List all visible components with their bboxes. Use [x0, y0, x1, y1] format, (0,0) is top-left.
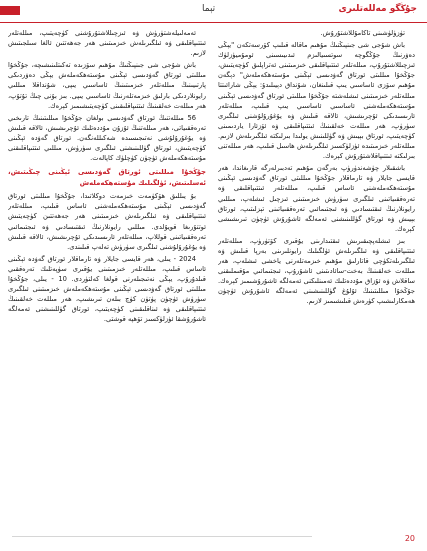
paragraph: تۈزۈلۈشىنى تاكامۇللاشتۇرۇش.: [320, 29, 405, 37]
page-header: [0, 0, 427, 23]
left-column: [8, 28, 206, 524]
paragraph: باشقىلار چۈشەندۈرۈپ بەرگەن مۇھىم تەدبىرلەرگە قارىغاندا، ھەر قايسى جايلار ۋە تارماقلار جۇڭخۇا مىللىتى ئورتاق گەۋدىسى ئېڭىنى مۇستەھكەملەشنى ئاساس قىلىپ، مىللەتلەر ئىتتىپاقلىقى ۋە تەرەققىياتىنى ئىلگىرى سۈرۈش خىزمىتىنى ئىزچىل ئىشلەپ، مىللىي رايونلارنىڭ ئىقتىسادىي ۋە ئىجتىمائىي تەرەققىياتىنى تېزلىتىپ، ئورتاق بېيىش ۋە ئورتاق گۈللىنىشنى ئەمەلگە ئاشۇرۇش ئۈچۈن تىرىشىشى كېرەك.: [218, 164, 415, 233]
magazine-title: جۇڭگو مەللەتلىرى: [338, 4, 417, 14]
paragraph: باش شۇجى شى جىنپىڭنىڭ مۇھىم ماقالە قىلىپ كۆرسەتكەن "يېڭى دەۋرنىڭ جۇڭگوچە سوتسىيالىزم ئىدىيىسىنى ئومۇميۈزلۈك ئىزچىللاشتۇرۇپ، مىللەتلەر ئىتتىپاقلىقى خىزمىتىنى ئەتراپلىق كۈچەيتىش، جۇڭخۇا مىللىتى ئورتاق گەۋدىسى ئېڭىنى مۇستەھكەملەش" دېگەن مۇھىم سۆزى ئاساسىي يىپ قىلىنغان، شۇنداق دېيىلىدۇ: يېڭى شارائىتتا مىللەتلەر خىزمىتىنى ئىشلەشتە جۇڭخۇا مىللىتى ئورتاق گەۋدىسى ئېڭىنى مۇستەھكەملەشنى ئاساسىي ئاساسىي يىپ قىلىپ، مىللەتلەر ئارىسىدىكى ئۇچرىشىش، ئالاقە قىلىش ۋە يۇغۇرۇلۇشنى ئىلگىرى سۈرۈپ، ھەر مىللەت خەلقىنىڭ ئىتتىپاقلىقى ۋە ئۆزئارا ياردىمىنى كۈچەيتىپ، ئورتاق بېيىش ۋە گۈللىنىش يولىدا بىرلىكتە ئىلگىرىلەش لازىم. مىللەتلەر خىزمىتىدە ئۈزلۈكسىز ئىلگىرىلەش ھاسىل قىلىپ، ھەر مىللەتنى بىرلىكتە ئىتتىپاقلاشتۇرۇش كېرەك.: [218, 41, 415, 161]
header-accent-bar: [0, 6, 20, 15]
section-tag: تېما: [202, 4, 216, 14]
paragraph: 56 مىللەتنىڭ ئورتاق گەۋدىسى بولغان جۇڭخۇا مىللىتىنىڭ تارىخىي تەرەققىياتى، ھەر مىللەتنىڭ ئۇزۇن مۇددەتلىك ئۇچرىشىش، ئالاقە قىلىش ۋە يۇغۇرۇلۇشى نەتىجىسىدە شەكىللەنگەن. ئورتاق گەۋدە ئېڭىنى كۈچەيتىش، ئورتاق گۈللىنىشنى ئىلگىرى سۈرۈش، مىللىي ئىتتىپاقلىقنى مۇستەھكەملەش ئۈچۈن كۈچلۈك كاپالەت.: [8, 113, 206, 163]
paragraph: 2024 - يىلى، ھەر قايسى جايلار ۋە تارماقلار ئورتاق گەۋدە ئېڭىنى ئاساس قىلىپ، مىللەتلەر خىزمىتىنى يۇقىرى سۈپەتلىك تەرەققىي قىلدۇرۇپ، يېڭى نەتىجىلەرنى قولغا كەلتۈردى. 10 - يىلى، جۇڭخۇا مىللىتى ئورتاق گەۋدىسى ئېڭىنى مۇستەھكەملەش خىزمىتىنى ئىلگىرى سۈرۈش ئۈچۈن پۈتۈن كۈچ بىلەن تىرىشىپ، ھەر مىللەت خەلقىنىڭ ئىتتىپاقلىقى ۋە ئىناقلىقىنى كۈچەيتىپ، ئورتاق گۈللىنىشنى ئەمەلگە ئاشۇرۇشقا ئۈزلۈكسىز تۆھپە قوشتى.: [8, 254, 206, 324]
page-number: 20: [404, 534, 415, 543]
right-column: [218, 28, 415, 513]
paragraph: بىز ئىشلەپچىقىرىش ئىقتىدارىنى يۇقىرى كۆتۈرۈپ، مىللەتلەر ئىتتىپاقلىقى ۋە ئىلگىرىلەش ئۈلگىلىك رايونلىرىنى بەرپا قىلىش ۋە ئىلگىرىلەتكۈچى قاتارلىق مۇھىم خىزمەتلەرنى ياخشى ئىشلەپ، ھەر مىللەت خەلقىنىڭ بەخت-سائادىتىنى ئاشۇرۇپ، ئىجتىمائىي مۇقىملىقنى ساقلاش ۋە ئۇزاق مۇددەتلىك ئەمىنلىكنى ئەمەلگە ئاشۇرۇشىمىز كېرەك. جۇڭخۇا مىللىتىنىڭ ئۇلۇغ گۈللىنىشىنى ئەمەلگە ئاشۇرۇش ئۈچۈن ھەمكارلىشىپ كۈرەش قىلىشىمىز لازىم.: [218, 236, 415, 306]
footer-divider: [12, 536, 312, 537]
paragraph: باش شۇجى شى جىنپىڭنىڭ مۇھىم سۆزىدە تەكىتلىنىشىچە، جۇڭخۇا مىللىتى ئورتاق گەۋدىسى ئېڭىنى مۇستەھكەملەش يېڭى دەۋردىكى پارتىيىنىڭ مىللەتلەر خىزمىتىنىڭ ئاساسىي يىپى، شۇنداقلا مىللىي رايونلاردىكى بارلىق خىزمەتلەرنىڭ ئاساسىي يىپى. بىز بۇنى چىڭ تۇتۇپ، ھەر مىللەت خەلقىنىڭ ئىتتىپاقلىقىنى كۈچەيتىشىمىز كېرەك.: [8, 61, 206, 110]
paragraph: بۇ يىللىق ھۆكۈمەت خىزمەت دوكلاتىدا، جۇڭخۇا مىللىتى ئورتاق گەۋدىسى ئېڭىنى مۇستەھكەملەشنى ئاساس قىلىپ، مىللەتلەر ئىتتىپاقلىقى ۋە ئىلگىرىلەش خىزمىتىنى ھەر جەھەتتىن كۈچەيتىش ئوتتۇرىغا قويۇلدى. مىللىي رايونلارنىڭ ئىقتىسادىي ۋە ئىجتىمائىي تەرەققىياتىنى قوللاپ، مىللەتلەر ئارىسىدىكى ئۇچرىشىش، ئالاقە قىلىش ۋە يۇغۇرۇلۇشنى ئىلگىرى سۈرۈش تەلەپ قىلىندى.: [8, 192, 206, 251]
paragraph: ئەمەلىيلەشتۈرۈش ۋە ئىزچىللاشتۇرۇشنى كۈچەيتىپ، مىللەتلەر ئىتتىپاقلىقى ۋە ئىلگىرىلەش خىزمىتىنى ھەر جەھەتتىن ئالغا سىلجىتىش لازىم.: [8, 29, 206, 58]
section-subheading: جۇڭخۇا مىللىتى ئورتاق گەۋدىسى ئېڭىنى چىڭىتىش، ئەسلىتىش، ئۈلگىلىك مۇستەھكەملەش: [8, 168, 206, 188]
